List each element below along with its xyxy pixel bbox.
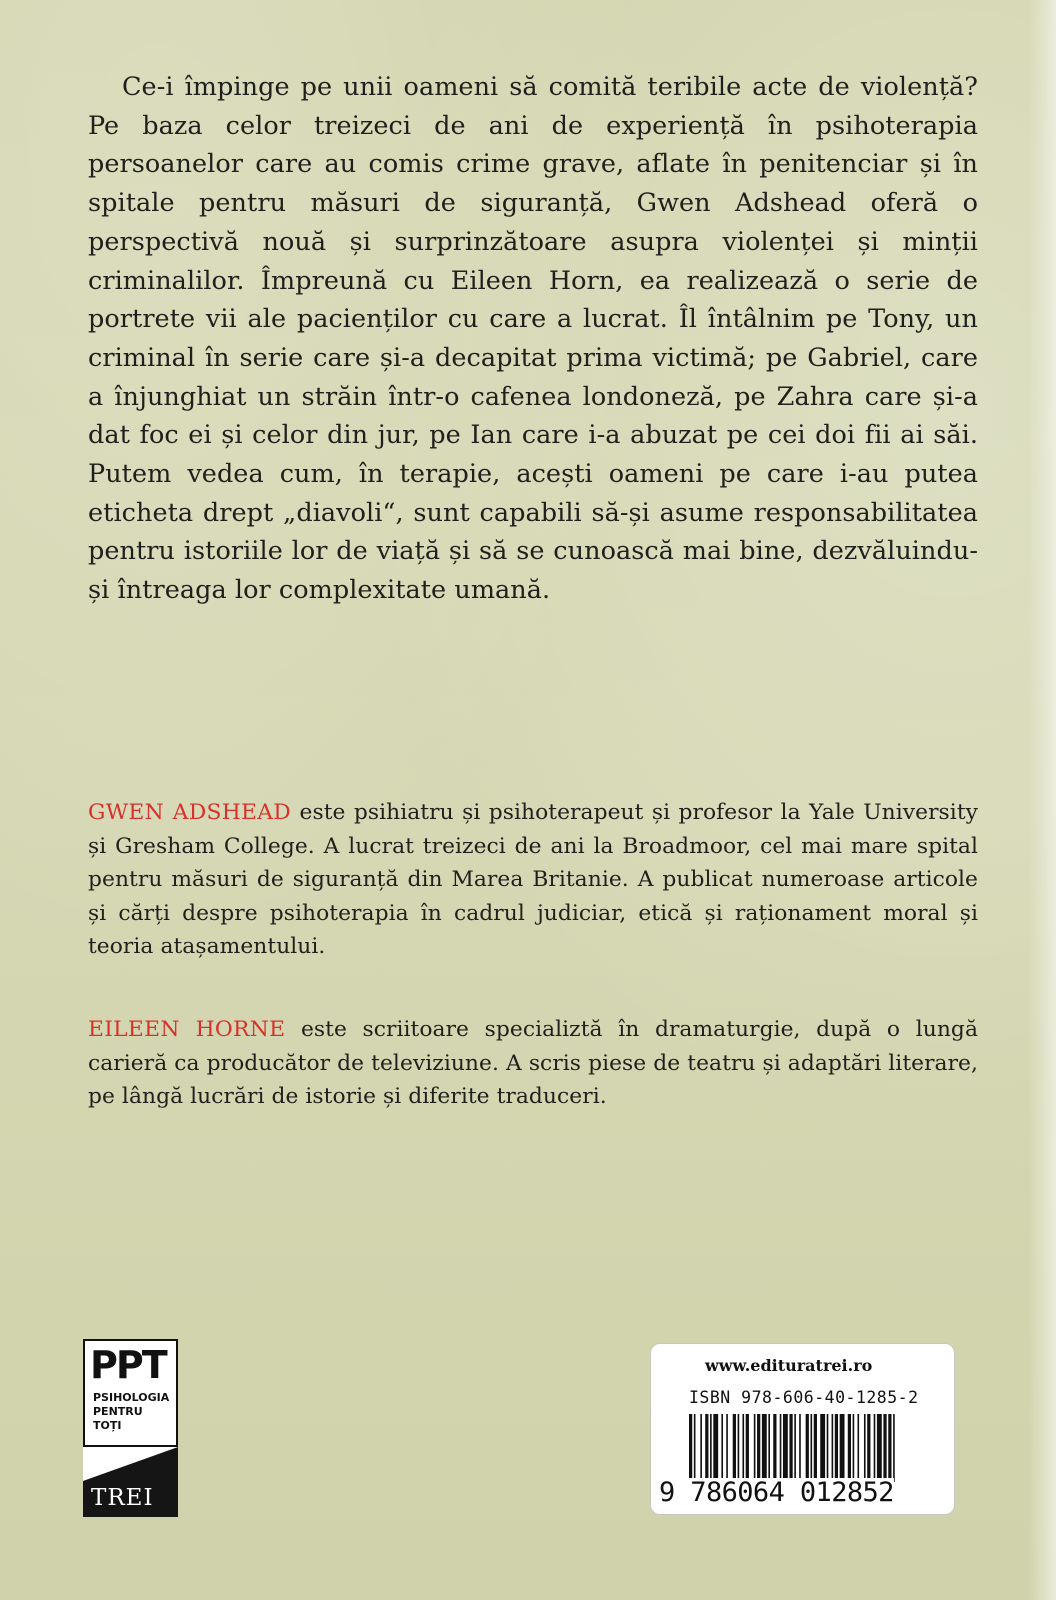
barcode-bar (814, 1414, 817, 1478)
barcode-bar (832, 1414, 834, 1478)
barcode-bar (700, 1414, 702, 1478)
barcode-bar (705, 1414, 708, 1478)
barcode-bar (867, 1414, 870, 1478)
barcode-bar (768, 1414, 770, 1478)
barcode-bar (713, 1414, 718, 1478)
barcode-bar (754, 1414, 756, 1478)
barcode-bar (789, 1414, 792, 1478)
barcode-bar (835, 1414, 838, 1478)
ppt-logo-mark: PPT (90, 1343, 166, 1387)
barcode-bar (762, 1414, 767, 1478)
barcode-bar (848, 1414, 851, 1478)
barcode-bar (794, 1414, 796, 1482)
barcode-bar (799, 1414, 801, 1478)
barcode-bar (742, 1414, 744, 1478)
shrink-wrap-edge (1028, 0, 1056, 1600)
publisher-logo (83, 1339, 178, 1517)
barcode-bar (721, 1414, 723, 1478)
barcode-label (650, 1343, 955, 1515)
barcode-bar (827, 1414, 829, 1478)
book-blurb: Ce-i împinge pe unii oameni să comită teribile acte de violență? Pe baza celor treizeci de ani de experiență în psihoterapia persoanelor care au comis crime grave, aflate în penitenciar și în spitale pentru măsuri de siguranță, Gwen Adshead oferă o perspectivă nouă și surprinzătoare asupra violenței și minții criminalilor. Împreună cu Eileen Horn, ea realizează o serie de portrete vii ale pacienților cu care a lucrat. Îl întâlnim pe Tony, un criminal în serie care și-a decapitat prima victimă; pe Gabriel, care a înjunghiat un străin într-o cafenea londoneză, pe Zahra care și-a dat foc ei și celor din jur, pe Ian care i-a abuzat pe cei doi fii ai săi. Putem vedea cum, în terapie, acești oameni pe care i-au putea eticheta drept „diavoli“, sunt capabili să-și asume responsabilitatea pentru istoriile lor de viață și să se cunoască mai bine, dezvăluindu-și întreaga lor complexitate umană. (88, 72, 978, 606)
barcode-bar (710, 1414, 712, 1478)
barcode-bar (874, 1414, 876, 1478)
barcode-bar (757, 1414, 760, 1478)
barcode-bar (893, 1414, 895, 1482)
author-bio-text: este scriitoare specializtă în dramaturgie, după o lungă carieră ca producător de televiziune. A scris piese de teatru și adaptări literare, pe lângă lucrări de istorie și diferite traduceri. (88, 1017, 978, 1110)
ppt-series-logo (83, 1339, 178, 1447)
barcode-bar (780, 1414, 782, 1478)
barcode-bar (689, 1414, 692, 1482)
barcode-bar (820, 1414, 825, 1478)
isbn-text: ISBN 978-606-40-1285-2 (689, 1388, 919, 1407)
series-name-line-2: PENTRU (93, 1405, 143, 1418)
barcode-bar (746, 1414, 749, 1478)
barcode-digits: 9 786064 012852 (659, 1477, 894, 1508)
barcode-bar (888, 1414, 891, 1478)
barcode-bar (811, 1414, 813, 1478)
barcode-bar (840, 1414, 845, 1478)
publisher-name: TREI (91, 1485, 154, 1511)
author-name: GWEN ADSHEAD (88, 800, 292, 825)
barcode-bar (773, 1414, 776, 1478)
trei-logo-block (83, 1447, 178, 1517)
barcode-bar (733, 1414, 736, 1478)
series-name-line-3: TOȚI (93, 1419, 122, 1432)
barcode-bar (783, 1414, 788, 1478)
author-bio-text: este psihiatru și psihoterapeut și profesor la Yale University și Gresham College. A lucrat treizeci de ani la Broadmoor, cel mai mare spital pentru măsuri de siguranță din Marea Britanie. A publicat numeroase articole și cărți despre psihoterapia în cadrul judiciar, etică și raționament moral și teoria atașamentului. (88, 800, 978, 960)
barcode-bar (857, 1414, 859, 1478)
barcode-bar (853, 1414, 855, 1478)
barcode-bar (864, 1414, 866, 1478)
barcode-bar (726, 1414, 728, 1478)
series-name-line-1: PSIHOLOGIA (93, 1391, 170, 1404)
logo-wedge (83, 1447, 178, 1481)
barcode-bar (738, 1414, 740, 1478)
publisher-website: www.edituratrei.ro (705, 1356, 873, 1375)
author-bio-eileen-horne (88, 1013, 978, 1114)
barcode-bar (877, 1414, 882, 1478)
author-bio-gwen-adshead (88, 796, 978, 964)
barcode-bar (806, 1414, 809, 1478)
barcode-bars (689, 1414, 937, 1482)
author-name: EILEEN HORNE (88, 1017, 286, 1042)
barcode-bar (883, 1414, 886, 1478)
barcode-bar (694, 1414, 696, 1482)
